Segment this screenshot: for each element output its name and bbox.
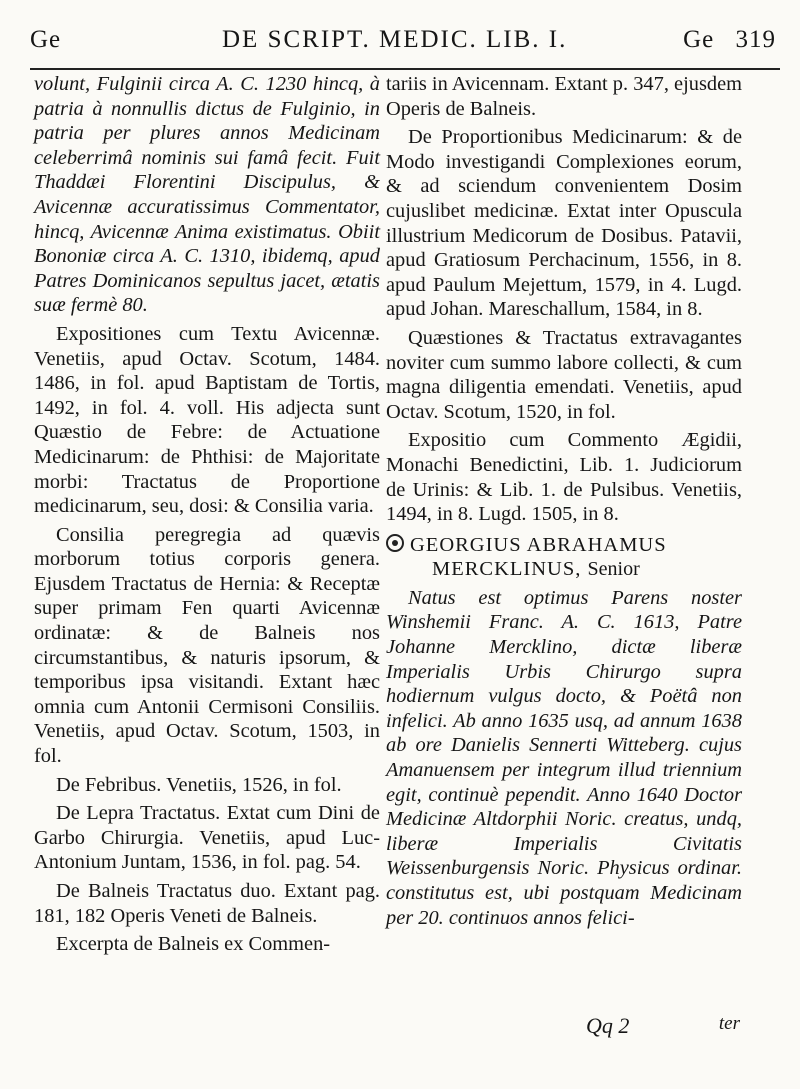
running-header — [26, 26, 784, 68]
left-paragraph: De Lepra Tractatus. Extat cum Dini de Garbo Chirurgia. Venetiis, apud Luc-Antonium Juntam, 1536, in fol. pag. 54. — [34, 802, 380, 874]
left-paragraph: Excerpta de Balneis ex Commen- — [56, 933, 331, 956]
page-footer — [386, 1013, 742, 1043]
entry-heading-suffix: Senior — [587, 558, 640, 581]
right-paragraph: Expositio cum Commento Ægidii, Monachi Benedictini, Lib. 1. Judiciorum de Urinis: & Lib. 1. de Pulsibus. Venetiis, 1494, in 8. Lugd. 1505, in 8. — [386, 429, 742, 526]
catchword: ter — [718, 1013, 740, 1034]
left-paragraph: volunt, Fulginii circa A. C. 1230 hincq, à patria à nonnullis dictus de Fulginio, in patria per plures annos Medicinam celeberrimâ nominis sui famâ fecit. Fuit Thaddæi Florentini Discipulus, & Avicennæ accuratissimus Commentator, hincq, Avicennæ Anima existimatus. Obiit Bononiæ circa A. C. 1310, ibidemq, apud Patres Dominicanos sepultus jacet, ætatis suæ fermè 80. — [34, 73, 380, 317]
header-title: DE SCRIPT. MEDIC. LIB. I. — [222, 26, 568, 53]
right-paragraph: Natus est optimus Parens noster Winshemii Franc. A. C. 1613, Patre Johanne Mercklino, dictæ liberæ Imperialis Urbis Chirurgo supra hodiernum vulgus docto, & Poëtâ non infelici. Ab anno 1635 usq, ad annum 1638 ab ore Danielis Sennerti Witteberg. cujus Amanuensem per integrum illud triennium egit, continuè pependit. Anno 1640 Doctor Medicinæ Altdorphii Noric. creatus, undq, liberæ Imperialis Civitatis Weissenburgensis Noric. Physicus ordinar. constitutus est, ubi postquam Medicinam per 20. continuos annos felici- — [386, 586, 742, 929]
header-right — [669, 26, 776, 54]
left-paragraph: De Balneis Tractatus duo. Extant pag. 181, 182 Operis Veneti de Balneis. — [34, 880, 380, 927]
left-column — [34, 72, 380, 961]
entry-heading-line2: MERCKLINUS, — [432, 558, 582, 581]
left-paragraph: Expositiones cum Textu Avicennæ. Venetiis, apud Octav. Scotum, 1484. 1486, in fol. apud Baptistam de Tortis, 1492, in fol. 4. voll. His adjecta sunt Quæstio de Febre: de Actuatione Medicinarum: de Phthisi: de Majoritate morbi: Tractatus de Proportione medicinarum, seu, dosi: & Consilia varia. — [34, 322, 380, 518]
right-paragraph: De Proportionibus Medicinarum: & de Modo investigandi Complexiones eorum, & ad sciendum convenientem Dosim cujuslibet medicinæ. Extat inter Opuscula illustrium Medicorum de Dosibus. Patavii, apud Gratiosum Perchacinum, 1556, in 8. apud Paulum Mejettum, 1579, in 4. Lugd. apud Johan. Mareschallum, 1584, in 8. — [386, 126, 742, 321]
header-rule — [30, 68, 780, 70]
page-number: 319 — [735, 26, 776, 53]
header-right-guide: Ge — [683, 26, 715, 53]
bullet-circle-icon — [386, 534, 404, 552]
header-left-guide: Ge — [30, 26, 62, 53]
entry-heading — [386, 533, 742, 582]
signature-mark: Qq 2 — [586, 1013, 630, 1038]
right-column — [386, 72, 742, 934]
right-paragraph: Quæstiones & Tractatus extravagantes noviter cum summo labore collecti, & cum magna diligentia emendati. Venetiis, apud Octav. Scotum, 1520, in fol. — [386, 326, 742, 423]
entry-heading-line1: GEORGIUS ABRAHAMUS — [410, 533, 667, 556]
right-paragraph: tariis in Avicennam. Extant p. 347, ejusdem Operis de Balneis. — [386, 73, 742, 120]
entry-heading-line2-wrap — [386, 557, 742, 582]
left-paragraph: De Febribus. Venetiis, 1526, in fol. — [56, 773, 342, 796]
left-paragraph: Consilia peregregia ad quævis morborum totius corporis genera. Ejusdem Tractatus de Hernia: & Receptæ super primam Fen quarti Avicennæ ordinatæ: & de Balneis nos circumstantibus, & naturis ipsorum, & temporibus ipsa visitandi. Extant hæc omnia cum Antonii Cermisoni Consiliis. Venetiis, apud Octav. Scotum, 1503, in fol. — [34, 523, 380, 768]
